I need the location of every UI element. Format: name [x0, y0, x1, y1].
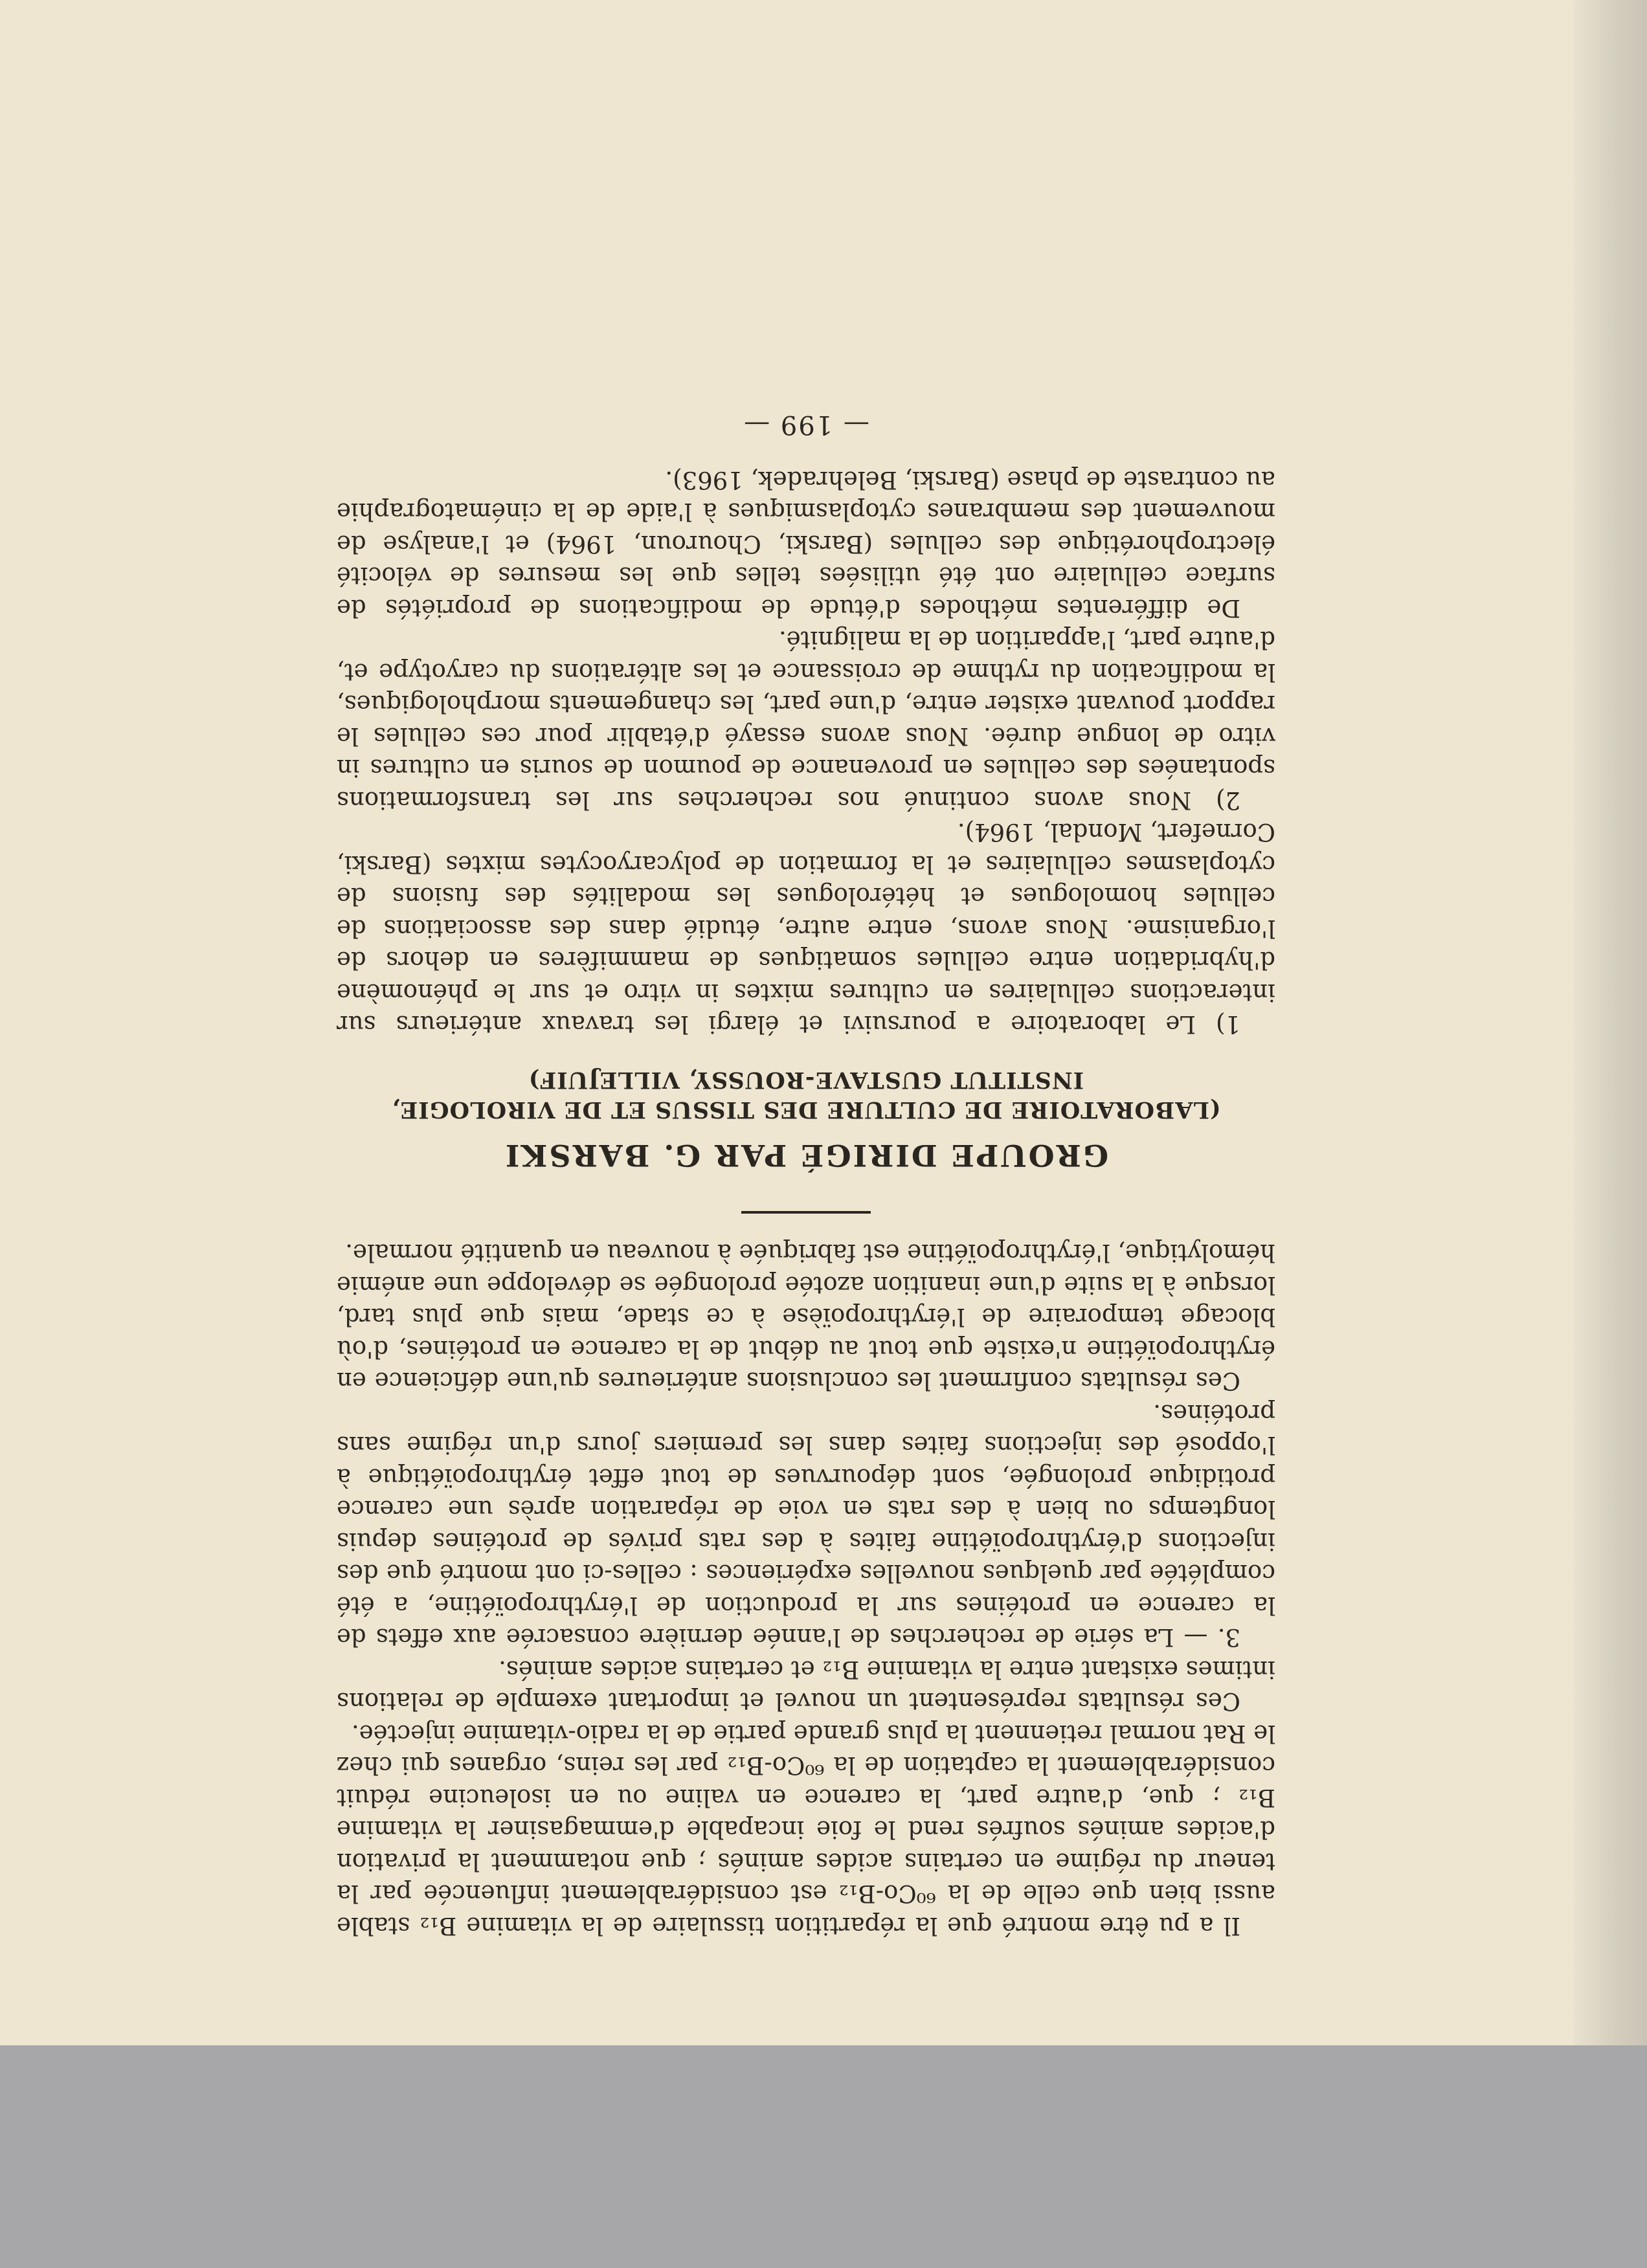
paragraph: De différentes méthodes d'étude de modifications de propriétés de surface cellulaire ont été utilisées telles que les mesures de vélocité électrophorétique des cellules (Barski, Chouroun, 1964) et l'analyse de mouvement des membranes cytoplasmiques à l'aide de la cinématographie au contraste de phase (Barski, Belehradek, 1963). — [337, 466, 1275, 622]
paragraph: 3. — La série de recherches de l'année dernière consacrée aux effets de la carence en protéines sur la production de l'érythropoïétine, a été complétée par quelques nouvelles expériences : celles-ci ont montré que des injections d'érythropoïétine faites à des rats privés de protéines depuis longtemps ou bien à des rats en voie de réparation après une carence protidique prolongée, sont dépourvues de tout effet érythropoïétique à l'opposé des injections faites dans les premiers jours d'un régime sans protéines. — [337, 1399, 1275, 1652]
group-title: GROUPE DIRIGÉ PAR G. BARSKI — [503, 1138, 1109, 1173]
page-number: — 199 — — [743, 410, 869, 440]
paragraph: Il a pu être montré que la répartition tissulaire de la vitamine B₁₂ stable aussi bien que celle de la ⁶⁰Co-B₁₂ est considérablement influencée par la teneur du régime en certains acides aminés ; que notamment la privation d'acides aminés soufrés rend le foie incapable d'emmagasiner la vitamine B₁₂ ; que, d'autre part, la carence en valine ou en isoleucine réduit considérablement la captation de la ⁶⁰Co-B₁₂ par les reins, organes qui chez le Rat normal retiennent la plus grande partie de la radio-vitamine injectée. — [337, 1720, 1275, 1940]
section-divider — [741, 1211, 871, 1214]
lab-line: (LABORATOIRE DE CULTURE DES TISSUS ET DE VIROLOGIE, — [391, 1096, 1221, 1124]
page-content — [337, 408, 1275, 1942]
paragraph: Ces résultats confirment les conclusions antérieures qu'une déficience en érythropoïétine n'existe que tout au début de la carence en protéines, d'où blocage temporaire de l'érythropoïèse à ce stade, mais que plus tard, lorsque à la suite d'une inanition azotée prolongée se développe une anémie hémolytique, l'érythropoïétine est fabriquée à nouveau en quantité normale. — [337, 1239, 1275, 1395]
laboratory-affiliation — [337, 1065, 1275, 1125]
paragraph: Ces résultats représentent un nouvel et important exemple de relations intimes existant entre la vitamine B₁₂ et certains acides aminés. — [337, 1656, 1275, 1716]
scanner-bed — [0, 2045, 1647, 2268]
lab-line: INSTITUT GUSTAVE-ROUSSY, VILLEJUIF) — [528, 1067, 1084, 1094]
paragraph: 2) Nous avons continué nos recherches sur les transformations spontanées des cellules en provenance de poumon de souris en cultures in vitro de longue durée. Nous avons essayé d'établir pour ces cellules le rapport pouvant exister entre, d'une part, les changements morphologiques, la modification du rythme de croissance et les altérations du caryotype et, d'autre part, l'apparition de la malignité. — [337, 626, 1275, 814]
paragraph: 1) Le laboratoire a poursuivi et élargi les travaux antérieurs sur interactions cellulaires en cultures mixtes in vitro et sur le phénomène d'hybridation entre cellules somatiques de mammifères en dehors de l'organisme. Nous avons, entre autre, étudié dans des associations de cellules homologues et hétérologues les modalités des fusions de cytoplasmes cellulaires et la formation de polycaryocytes mixtes (Barski, Cornefert, Mondal, 1964). — [337, 818, 1275, 1039]
page-gutter-shadow — [1573, 0, 1647, 2045]
